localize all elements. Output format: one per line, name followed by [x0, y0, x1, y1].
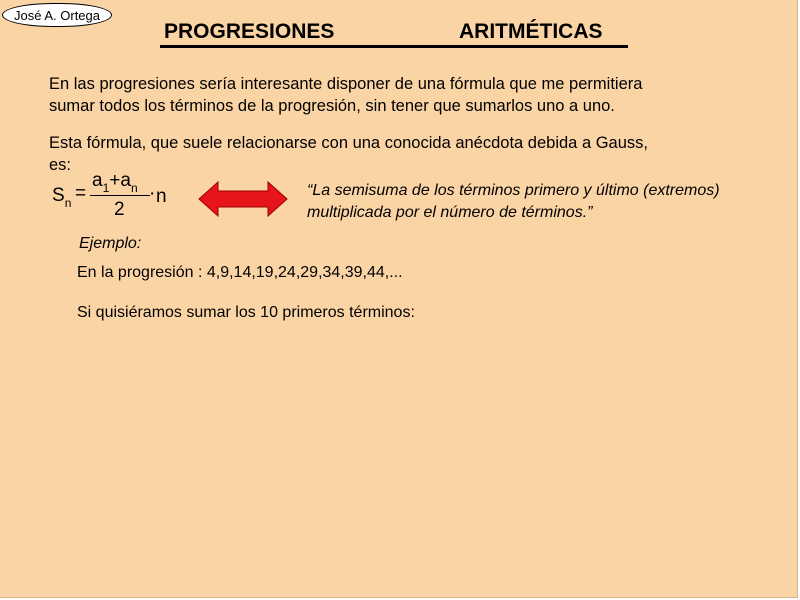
intro-line-1: En las progresiones sería interesante disponer de una fórmula que me permitiera: [49, 75, 643, 93]
gauss-line-2: es:: [49, 156, 72, 174]
gauss-line-1: Esta fórmula, que suele relacionarse con una conocida anécdota debida a Gauss,: [49, 134, 648, 152]
formula-n: n: [156, 186, 167, 207]
fraction-bar: [90, 195, 150, 196]
quote-text: [307, 180, 787, 224]
title-word-aritmeticas: ARITMÉTICAS: [459, 20, 603, 43]
formula-s: $S_n$: [52, 185, 72, 210]
formula-dot: ·: [149, 183, 156, 204]
title-word-progresiones: PROGRESIONES: [164, 20, 335, 43]
intro-line-2: sumar todos los términos de la progresión, sin tener que sumarlos uno a uno.: [49, 97, 615, 115]
quote-line-2: multiplicada por el número de términos.”: [307, 204, 593, 221]
intro-paragraph: [49, 73, 749, 117]
author-badge: José A. Ortega: [2, 3, 112, 27]
example-progression: En la progresión : 4,9,14,19,24,29,34,39,44,...: [77, 264, 403, 281]
page-title: [160, 19, 628, 48]
quote-line-1: “La semisuma de los términos primero y último (extremos): [307, 182, 720, 199]
formula-denominator: 2: [114, 199, 125, 220]
sum-formula: [52, 170, 182, 226]
example-question: Si quisiéramos sumar los 10 primeros términos:: [77, 304, 415, 321]
double-arrow-icon: [198, 181, 288, 217]
formula-numerator: $a_1+a_n$: [92, 170, 138, 195]
example-label: Ejemplo:: [79, 235, 142, 252]
formula-equals: =: [75, 183, 87, 204]
